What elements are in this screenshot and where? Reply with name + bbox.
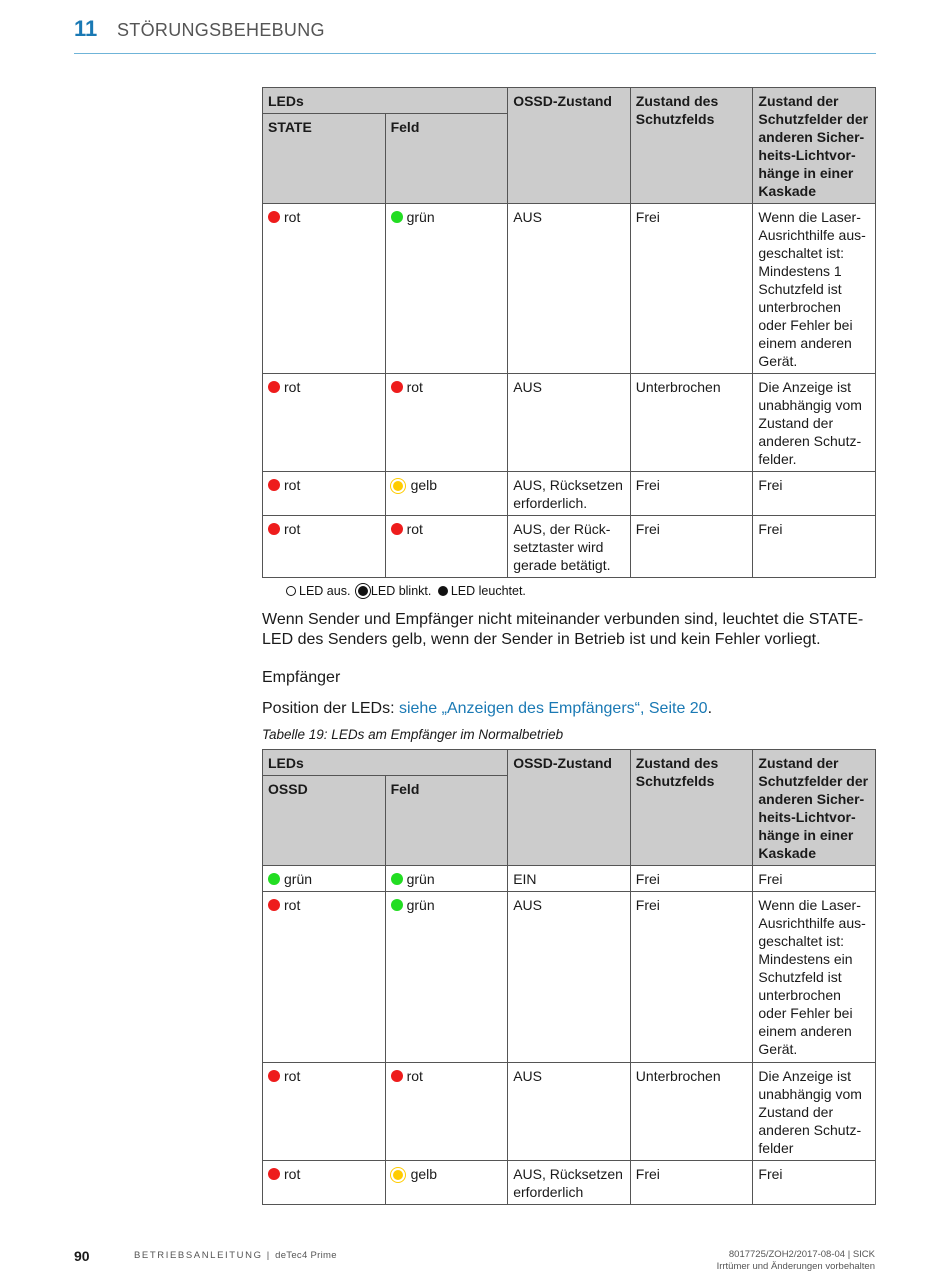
cell-kaskade: Frei: [753, 1161, 876, 1205]
cell-led1: [263, 472, 386, 516]
led-label: rot: [406, 1068, 423, 1084]
table-row: [263, 472, 876, 516]
cell-schutzfeld: Frei: [630, 866, 753, 892]
led-red-icon: [268, 211, 280, 223]
doc-id: 8017725/ZOH2/2017-08-04 | SICK: [728, 1249, 875, 1260]
position-link[interactable]: siehe „Anzeigen des Empfängers“, Seite 20: [398, 700, 708, 717]
led-label: grün: [406, 209, 435, 225]
led-label: rot: [284, 521, 301, 537]
footer-doc-info: [134, 1250, 337, 1261]
table-row: [263, 1063, 876, 1161]
table-row: [263, 204, 876, 374]
cell-schutzfeld: Unterbrochen: [630, 374, 753, 472]
led-label: gelb: [410, 477, 438, 493]
led-label: rot: [284, 209, 301, 225]
cell-ossd: AUS: [508, 374, 631, 472]
cell-kaskade: Frei: [753, 516, 876, 578]
cell-led2: [385, 1161, 508, 1205]
led-label: rot: [284, 897, 301, 913]
cell-kaskade: Wenn die Laser-Ausrichthilfe ausgeschaltet ist: Mindestens 1 Schutzfeld ist unterbrochen oder Fehler bei einem anderen Gerät.: [753, 204, 876, 374]
led-label: rot: [284, 477, 301, 493]
table-row: [263, 1161, 876, 1205]
header-ossd: OSSD-Zustand: [508, 750, 631, 866]
chapter-number: 11: [74, 16, 98, 41]
led-red-icon: [268, 1168, 280, 1180]
led-label: grün: [406, 871, 435, 887]
table-row: [263, 516, 876, 578]
cell-ossd: AUS, Rücksetzen erforderlich: [508, 1161, 631, 1205]
cell-led1: [263, 892, 386, 1063]
led-label: rot: [284, 1166, 301, 1182]
chapter-title: STÖRUNGSBEHEBUNG: [117, 20, 325, 40]
cell-kaskade: Frei: [753, 866, 876, 892]
led-label: grün: [284, 871, 313, 887]
led-green-icon: [268, 873, 280, 885]
led-legend: [286, 584, 526, 598]
footer-separator: |: [262, 1250, 276, 1261]
led-red-icon: [268, 899, 280, 911]
cell-led2: [385, 516, 508, 578]
table-row: [263, 866, 876, 892]
led-green-icon: [391, 873, 403, 885]
led-label: rot: [406, 379, 423, 395]
table-row: [263, 374, 876, 472]
cell-schutzfeld: Frei: [630, 204, 753, 374]
receiver-led-table: [262, 749, 876, 1205]
cell-ossd: AUS, der Rücksetztaster wird gerade betätigt.: [508, 516, 631, 578]
led-label: gelb: [410, 1166, 438, 1182]
position-paragraph: [262, 699, 874, 719]
cell-led2: [385, 204, 508, 374]
led-red-icon: [391, 523, 403, 535]
led-red-icon: [268, 381, 280, 393]
page-header: [74, 14, 876, 54]
cell-led1: [263, 204, 386, 374]
led-red-icon: [268, 1070, 280, 1082]
cell-ossd: AUS: [508, 892, 631, 1063]
body-paragraph: Wenn Sender und Empfänger nicht miteinander verbunden sind, leuchtet die STATE-LED des Senders gelb, wenn der Sender in Betrieb ist und kein Fehler vorliegt.: [262, 611, 864, 648]
cell-schutzfeld: Frei: [630, 1161, 753, 1205]
cell-led1: [263, 1161, 386, 1205]
cell-ossd: AUS: [508, 1063, 631, 1161]
doc-type: BETRIEBSANLEITUNG: [134, 1250, 263, 1261]
header-leds: LEDs: [263, 750, 508, 776]
cell-kaskade: Wenn die Laser-Ausrichthilfe ausgeschaltet ist: Mindestens ein Schutzfeld ist unterbrochen oder Fehler bei einem anderen Gerät.: [753, 892, 876, 1063]
header-feld: Feld: [385, 114, 508, 204]
led-red-icon: [391, 381, 403, 393]
page-number: 90: [74, 1248, 90, 1264]
led-red-icon: [391, 1070, 403, 1082]
header-feld: Feld: [385, 776, 508, 866]
header-ossd-led: OSSD: [263, 776, 386, 866]
cell-ossd: EIN: [508, 866, 631, 892]
cell-led2: [385, 866, 508, 892]
table-row: [263, 892, 876, 1063]
led-label: rot: [406, 521, 423, 537]
cell-kaskade: Die Anzeige ist unabhängig vom Zustand der anderen Schutzfelder: [753, 1063, 876, 1161]
header-state: STATE: [263, 114, 386, 204]
section-heading: Empfänger: [262, 669, 341, 686]
header-schutzfeld: Zustand des Schutzfelds: [630, 88, 753, 204]
header-schutzfeld: Zustand des Schutzfelds: [630, 750, 753, 866]
cell-led2: [385, 892, 508, 1063]
receiver-table-body: [263, 866, 876, 1205]
cell-schutzfeld: Frei: [630, 516, 753, 578]
cell-led1: [263, 374, 386, 472]
cell-led2: [385, 374, 508, 472]
header-kaskade: Zustand der Schutzfelder der anderen Sicherheits-Lichtvorhänge in einer Kaskade: [753, 750, 876, 866]
cell-schutzfeld: Frei: [630, 472, 753, 516]
cell-led1: [263, 1063, 386, 1161]
cell-led2: [385, 1063, 508, 1161]
product-name: deTec4 Prime: [275, 1250, 337, 1261]
led-red-icon: [268, 523, 280, 535]
header-leds: LEDs: [263, 88, 508, 114]
cell-led1: [263, 516, 386, 578]
legend-off: LED aus.: [299, 584, 351, 598]
cell-led2: [385, 472, 508, 516]
cell-led1: [263, 866, 386, 892]
footer-right: [717, 1249, 875, 1273]
sender-led-table: [262, 87, 876, 578]
led-blink-icon: [358, 586, 368, 596]
legend-on: LED leuchtet.: [450, 584, 526, 598]
header-ossd: OSSD-Zustand: [508, 88, 631, 204]
led-label: rot: [284, 379, 301, 395]
table-caption: Tabelle 19: LEDs am Empfänger im Normalbetrieb: [262, 727, 564, 742]
led-blink-icon: [393, 481, 403, 491]
led-off-icon: [286, 586, 296, 596]
cell-kaskade: Die Anzeige ist unabhängig vom Zustand der anderen Schutzfelder.: [753, 374, 876, 472]
header-kaskade: Zustand der Schutzfelder der anderen Sicherheits-Lichtvorhänge in einer Kaskade: [753, 88, 876, 204]
footer-note: Irrtümer und Änderungen vorbehalten: [716, 1261, 875, 1272]
led-blink-icon: [393, 1170, 403, 1180]
led-green-icon: [391, 899, 403, 911]
cell-ossd: AUS: [508, 204, 631, 374]
led-red-icon: [268, 479, 280, 491]
led-label: rot: [284, 1068, 301, 1084]
cell-ossd: AUS, Rücksetzen erforderlich.: [508, 472, 631, 516]
led-label: grün: [406, 897, 435, 913]
position-text: Position der LEDs:: [262, 700, 399, 717]
legend-blink: LED blinkt.: [370, 584, 432, 598]
cell-schutzfeld: Frei: [630, 892, 753, 1063]
sender-table-body: [263, 204, 876, 578]
led-on-icon: [438, 586, 448, 596]
led-green-icon: [391, 211, 403, 223]
cell-kaskade: Frei: [753, 472, 876, 516]
position-end: .: [707, 700, 713, 717]
cell-schutzfeld: Unterbrochen: [630, 1063, 753, 1161]
